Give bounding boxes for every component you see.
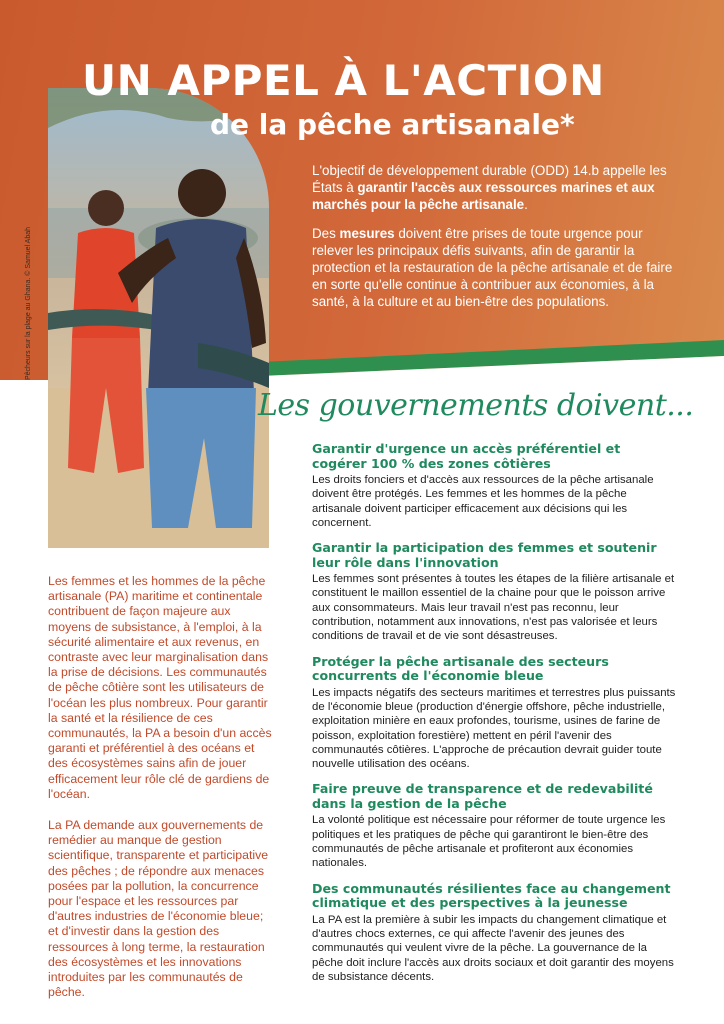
recommendations-column xyxy=(312,442,678,995)
recommendation-blue-economy xyxy=(312,655,678,772)
recommendation-transparency xyxy=(312,782,678,870)
left-column xyxy=(48,574,276,1016)
intro-text xyxy=(312,162,674,322)
recommendation-body: Les femmes sont présentes à toutes les étapes de la filière artisanale et constituent le maillon essentiel de la chaine pour que le poisson arrive aux consommateurs. Mais leur travail n'est pas reconnu, leur contribution, notamment aux innovations, n'est pas valorisée et leurs conditions de travail et de vie sont désastreuses. xyxy=(312,573,675,643)
intro-p1-bold: garantir l'accès aux ressources marines et aux marchés pour la pêche artisanale xyxy=(312,180,655,212)
recommendation-title: Garantir la participation des femmes et soutenir leur rôle dans l'innovation xyxy=(312,540,657,570)
intro-p1-end: . xyxy=(524,197,528,212)
recommendation-title: Protéger la pêche artisanale des secteurs concurrents de l'économie bleue xyxy=(312,653,609,684)
recommendation-climate-youth xyxy=(312,882,678,984)
recommendation-women-participation xyxy=(312,541,678,643)
recommendation-body: La volonté politique est nécessaire pour réformer de toute urgence les politiques et les pratiques de pêche qui garantiront le bien-être des communautés de pêche artisanale et profiteront aux économies nationales. xyxy=(312,814,666,870)
fishermen-photo xyxy=(48,88,269,548)
recommendation-body: La PA est la première à subir les impacts du changement climatique et d'autres chocs externes, ce qui affecte l'avenir des jeunes des communautés qui veulent vivre de la pêche. La gouvernance de la pêche doit inclure l'accès aux droits sociaux et doit garantir des moyens de subsistance décents. xyxy=(312,913,674,983)
intro-paragraph-2 xyxy=(312,225,674,310)
left-paragraph-2: La PA demande aux gouvernements de remédier au manque de gestion scientifique, transparente et participative des pêches ; de répondre aux menaces posées par la pollution, la concurrence pour l'espace et les ressources par d'autres industries de l'économie bleue; et d'investir dans la gestion des ressources à long terme, la restauration des écosystèmes et les innovations introduites par les communautés de pêche. xyxy=(48,818,269,1000)
page-subtitle: de la pêche artisanale* xyxy=(210,108,575,141)
recommendation-body: Les droits fonciers et d'accès aux ressources de la pêche artisanale doivent être protégés. Les femmes et les hommes de la pêche artisanale doivent participer efficacement aux décisions qui les concernent. xyxy=(312,474,654,529)
fishermen-illustration xyxy=(48,88,269,548)
recommendation-coastal-access xyxy=(312,442,678,530)
page-title: UN APPEL À L'ACTION xyxy=(82,56,605,105)
intro-paragraph-1 xyxy=(312,162,674,213)
left-paragraph-1: Les femmes et les hommes de la pêche artisanale (PA) maritime et continentale contribuent de façon majeure aux moyens de subsistance, à l'emploi, à la sécurité alimentaire et aux revenus, en contraste avec leur marginalisation dans la prise de décisions. Les communautés de pêche côtière sont les utilisateurs de l'océan les plus nombreux. Pour garantir la santé et la résilience de ces communautés, la PA a besoin d'un accès garanti et préférentiel à des océans et des écosystèmes sains afin de jouer efficacement leur rôle clé de gardiens de l'océan. xyxy=(48,574,272,801)
photo-credit-text: Pêcheurs sur la plage au Ghana. © Samuel Abah xyxy=(25,226,32,380)
recommendation-title: Garantir d'urgence un accès préférentiel et cogérer 100 % des zones côtières xyxy=(312,441,621,471)
intro-p2-bold: mesures xyxy=(339,226,395,241)
intro-p1-text: L'objectif de développement durable (ODD) 14.b appelle les États à xyxy=(312,163,667,195)
intro-p2-text: doivent être prises de toute urgence pour relever les principaux défis suivants, afin de garantir la protection et la restauration de la pêche artisanale et de faire en sorte qu'elle continue à contribuer aux économies, à la santé, à la culture et au bien-être des populations. xyxy=(312,226,673,309)
recommendation-title: Faire preuve de transparence et de redevabilité dans la gestion de la pêche xyxy=(312,781,653,811)
recommendation-body: Les impacts négatifs des secteurs maritimes et terrestres plus puissants de l'économie bleue (production d'énergie offshore, pêche industrielle, exploitation minière en eaux profondes, tourisme, usines de farine de poisson, exploitation forestière) mettent en péril l'avenir des communautés côtières. L'approche de précaution devrait guider toute nouvelle utilisation des océans. xyxy=(312,686,676,771)
recommendation-title: Des communautés résilientes face au changement climatique et des perspectives à la jeunesse xyxy=(312,880,671,911)
governments-heading: Les gouvernements doivent... xyxy=(258,388,694,423)
intro-p2-start: Des xyxy=(312,226,340,241)
